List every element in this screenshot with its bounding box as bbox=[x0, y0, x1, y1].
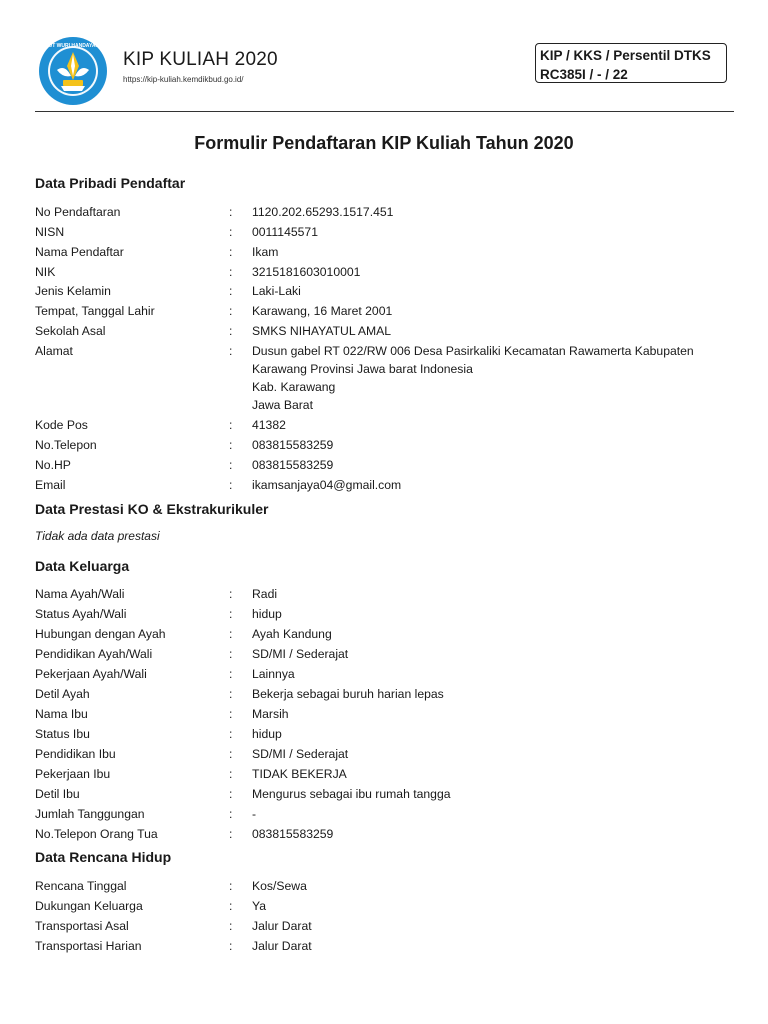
field-colon: : bbox=[229, 787, 233, 801]
field-colon: : bbox=[229, 324, 233, 338]
field-colon: : bbox=[229, 284, 233, 298]
field-colon: : bbox=[229, 707, 233, 721]
field-value: 3215181603010001 bbox=[252, 265, 361, 279]
field-label: Transportasi Harian bbox=[35, 939, 142, 953]
field-label: NIK bbox=[35, 265, 56, 279]
field-colon: : bbox=[229, 205, 233, 219]
brand-url[interactable]: https://kip-kuliah.kemdikbud.go.id/ bbox=[123, 75, 244, 84]
field-label: Tempat, Tanggal Lahir bbox=[35, 304, 155, 318]
field-value: hidup bbox=[252, 607, 282, 621]
field-value: Radi bbox=[252, 587, 278, 601]
field-label: Hubungan dengan Ayah bbox=[35, 627, 166, 641]
field-value: Mengurus sebagai ibu rumah tangga bbox=[252, 787, 451, 801]
field-value: SD/MI / Sederajat bbox=[252, 647, 349, 661]
field-label: Dukungan Keluarga bbox=[35, 899, 143, 913]
field-value: Karawang, 16 Maret 2001 bbox=[252, 304, 393, 318]
field-value: hidup bbox=[252, 727, 282, 741]
field-label: Detil Ibu bbox=[35, 787, 80, 801]
field-colon: : bbox=[229, 438, 233, 452]
field-value: Ikam bbox=[252, 245, 279, 259]
tut-wuri-handayani-logo bbox=[35, 36, 111, 106]
field-colon: : bbox=[229, 939, 233, 953]
field-label: No.Telepon Orang Tua bbox=[35, 827, 158, 841]
field-colon: : bbox=[229, 587, 233, 601]
field-value: Jalur Darat bbox=[252, 919, 312, 933]
field-label: Status Ayah/Wali bbox=[35, 607, 127, 621]
field-value-alamat bbox=[252, 342, 722, 414]
field-label: Kode Pos bbox=[35, 418, 88, 432]
field-colon: : bbox=[229, 265, 233, 279]
field-colon: : bbox=[229, 807, 233, 821]
field-value: Laki-Laki bbox=[252, 284, 301, 298]
field-colon: : bbox=[229, 344, 233, 358]
header-divider bbox=[35, 111, 734, 112]
field-value: Bekerja sebagai buruh harian lepas bbox=[252, 687, 444, 701]
field-colon: : bbox=[229, 225, 233, 239]
field-colon: : bbox=[229, 827, 233, 841]
field-value: 41382 bbox=[252, 418, 286, 432]
field-label: Pekerjaan Ibu bbox=[35, 767, 111, 781]
field-label: Sekolah Asal bbox=[35, 324, 106, 338]
field-label: Detil Ayah bbox=[35, 687, 90, 701]
field-value: Ya bbox=[252, 899, 267, 913]
field-colon: : bbox=[229, 767, 233, 781]
prestasi-empty-note: Tidak ada data prestasi bbox=[35, 529, 160, 543]
field-colon: : bbox=[229, 647, 233, 661]
field-label: Nama Ibu bbox=[35, 707, 88, 721]
brand-title: KIP KULIAH 2020 bbox=[123, 49, 278, 70]
field-label: Status Ibu bbox=[35, 727, 90, 741]
form-title: Formulir Pendaftaran KIP Kuliah Tahun 2020 bbox=[194, 133, 574, 153]
field-value: Marsih bbox=[252, 707, 289, 721]
field-value: 0011145571 bbox=[252, 225, 318, 239]
field-value: Lainnya bbox=[252, 667, 295, 681]
field-label: Pendidikan Ibu bbox=[35, 747, 116, 761]
field-value: TIDAK BEKERJA bbox=[252, 767, 347, 781]
field-value: 083815583259 bbox=[252, 438, 334, 452]
field-colon: : bbox=[229, 727, 233, 741]
field-colon: : bbox=[229, 919, 233, 933]
logo-motto: TUT WURI HANDAYANI bbox=[45, 43, 101, 49]
field-colon: : bbox=[229, 667, 233, 681]
alamat-line: Jawa Barat bbox=[252, 398, 313, 412]
kip-id-box bbox=[535, 43, 727, 83]
field-label: Alamat bbox=[35, 344, 73, 358]
document-header bbox=[35, 35, 734, 107]
field-label: Rencana Tinggal bbox=[35, 879, 127, 893]
field-value: SD/MI / Sederajat bbox=[252, 747, 349, 761]
field-label: Nama Ayah/Wali bbox=[35, 587, 125, 601]
field-value: 1120.202.65293.1517.451 bbox=[252, 205, 394, 219]
field-value: Jalur Darat bbox=[252, 939, 312, 953]
field-label: No Pendaftaran bbox=[35, 205, 121, 219]
field-colon: : bbox=[229, 304, 233, 318]
field-colon: : bbox=[229, 627, 233, 641]
field-colon: : bbox=[229, 245, 233, 259]
field-label: Pekerjaan Ayah/Wali bbox=[35, 667, 147, 681]
field-value: 083815583259 bbox=[252, 827, 334, 841]
field-label: NISN bbox=[35, 225, 65, 239]
field-label: Transportasi Asal bbox=[35, 919, 129, 933]
field-colon: : bbox=[229, 879, 233, 893]
alamat-line: Dusun gabel RT 022/RW 006 Desa Pasirkaliki Kecamatan Rawamerta Kabupaten bbox=[252, 344, 694, 358]
section-title-keluarga: Data Keluarga bbox=[35, 558, 130, 574]
field-label: Jenis Kelamin bbox=[35, 284, 111, 298]
field-value: Ayah Kandung bbox=[252, 627, 332, 641]
alamat-line: Kab. Karawang bbox=[252, 380, 336, 394]
field-colon: : bbox=[229, 687, 233, 701]
field-label: Nama Pendaftar bbox=[35, 245, 124, 259]
field-value: 083815583259 bbox=[252, 458, 334, 472]
section-title-prestasi: Data Prestasi KO & Ekstrakurikuler bbox=[35, 501, 269, 517]
field-value-email: ikamsanjaya04@gmail.com bbox=[252, 478, 402, 492]
field-colon: : bbox=[229, 899, 233, 913]
alamat-line: Karawang Provinsi Jawa barat Indonesia bbox=[252, 362, 473, 376]
field-value: SMKS NIHAYATUL AMAL bbox=[252, 324, 392, 338]
field-label: Pendidikan Ayah/Wali bbox=[35, 647, 153, 661]
field-colon: : bbox=[229, 478, 233, 492]
field-label: Email bbox=[35, 478, 66, 492]
kip-box-line-1: KIP / KKS / Persentil DTKS bbox=[540, 48, 711, 63]
field-label: No.HP bbox=[35, 458, 71, 472]
section-title-rencana: Data Rencana Hidup bbox=[35, 849, 172, 865]
kip-box-line-2: RC385I / - / 22 bbox=[540, 67, 628, 82]
field-colon: : bbox=[229, 458, 233, 472]
section-title-pribadi: Data Pribadi Pendaftar bbox=[35, 175, 186, 191]
field-label: Jumlah Tanggungan bbox=[35, 807, 145, 821]
field-value: - bbox=[252, 807, 257, 821]
field-colon: : bbox=[229, 607, 233, 621]
field-value: Kos/Sewa bbox=[252, 879, 307, 893]
field-label: No.Telepon bbox=[35, 438, 97, 452]
field-colon: : bbox=[229, 747, 233, 761]
field-colon: : bbox=[229, 418, 233, 432]
